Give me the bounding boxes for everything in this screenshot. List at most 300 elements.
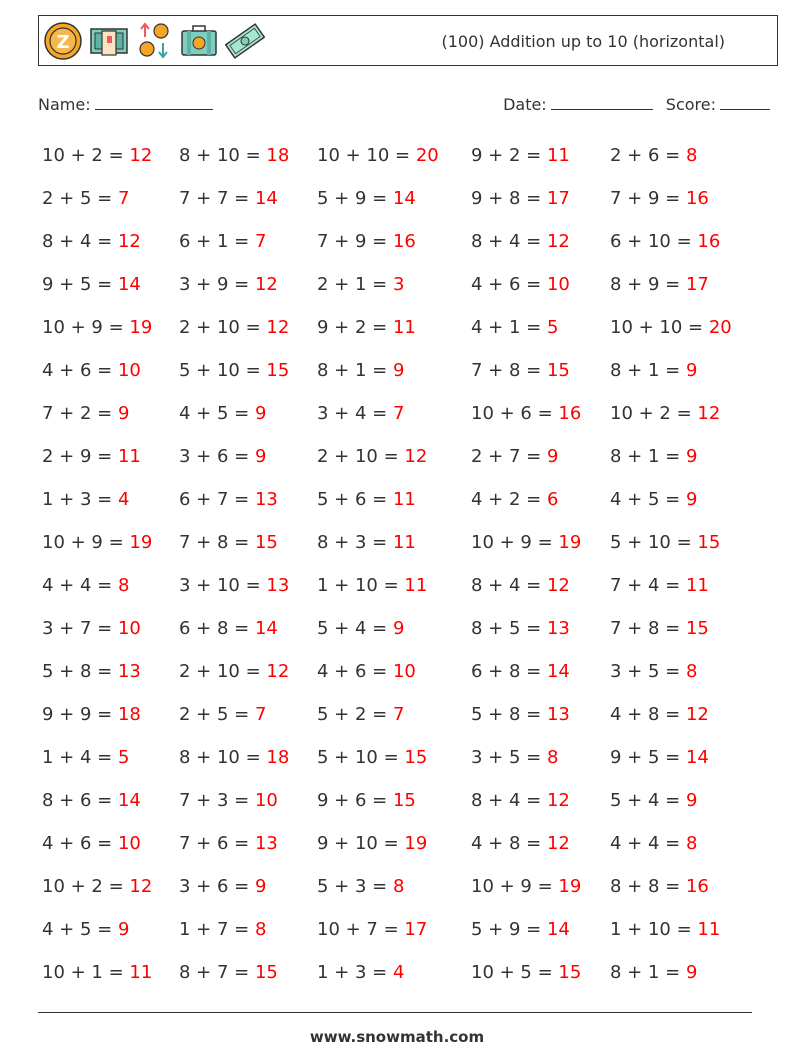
problem-answer: 15 bbox=[546, 360, 570, 381]
problem bbox=[179, 822, 278, 865]
problem-answer: 16 bbox=[392, 231, 416, 252]
problem bbox=[179, 736, 289, 779]
problem bbox=[317, 650, 416, 693]
worksheet-title: (100) Addition up to 10 (horizontal) bbox=[441, 32, 725, 51]
problem-answer: 14 bbox=[546, 919, 570, 940]
name-field[interactable] bbox=[38, 92, 213, 114]
problem-question: 10 + 2 = bbox=[610, 403, 698, 424]
problem bbox=[179, 392, 266, 435]
problem-question: 1 + 10 = bbox=[317, 575, 405, 596]
problem-row bbox=[42, 306, 762, 349]
problem bbox=[317, 134, 439, 177]
problem-question: 4 + 6 = bbox=[42, 833, 118, 854]
problem-question: 8 + 1 = bbox=[610, 446, 686, 467]
problem-answer: 9 bbox=[685, 446, 698, 467]
problem-answer: 8 bbox=[685, 833, 698, 854]
problem bbox=[610, 564, 709, 607]
problem-question: 7 + 9 = bbox=[317, 231, 393, 252]
problem-answer: 16 bbox=[685, 188, 709, 209]
problem-question: 7 + 6 = bbox=[179, 833, 255, 854]
score-blank[interactable] bbox=[720, 92, 770, 110]
problem-question: 3 + 7 = bbox=[42, 618, 118, 639]
problem-question: 10 + 10 = bbox=[610, 317, 709, 338]
problem-grid bbox=[42, 134, 762, 994]
problem-answer: 12 bbox=[697, 403, 721, 424]
problem-answer: 4 bbox=[117, 489, 130, 510]
problem bbox=[471, 177, 570, 220]
problem-question: 6 + 8 = bbox=[471, 661, 547, 682]
problem-question: 3 + 5 = bbox=[610, 661, 686, 682]
problem-answer: 14 bbox=[392, 188, 416, 209]
problem-answer: 8 bbox=[392, 876, 405, 897]
problem-answer: 11 bbox=[392, 317, 416, 338]
problem-answer: 11 bbox=[685, 575, 709, 596]
problem-answer: 14 bbox=[685, 747, 709, 768]
problem-answer: 13 bbox=[254, 489, 278, 510]
problem-answer: 19 bbox=[558, 876, 582, 897]
problem-question: 10 + 6 = bbox=[471, 403, 559, 424]
problem-question: 6 + 8 = bbox=[179, 618, 255, 639]
problem-answer: 7 bbox=[392, 403, 405, 424]
problem bbox=[317, 435, 427, 478]
problem-question: 8 + 1 = bbox=[610, 360, 686, 381]
problem-question: 2 + 6 = bbox=[610, 145, 686, 166]
problem bbox=[179, 134, 289, 177]
problem bbox=[42, 693, 141, 736]
problem-row bbox=[42, 822, 762, 865]
zcash-coin-icon bbox=[43, 21, 83, 61]
svg-text:Z: Z bbox=[56, 32, 70, 53]
problem-question: 10 + 2 = bbox=[42, 145, 130, 166]
problem-answer: 11 bbox=[404, 575, 428, 596]
problem-answer: 16 bbox=[685, 876, 709, 897]
problem bbox=[179, 865, 266, 908]
problem-answer: 8 bbox=[117, 575, 130, 596]
problem-question: 7 + 9 = bbox=[610, 188, 686, 209]
problem-question: 5 + 3 = bbox=[317, 876, 393, 897]
date-label: Date: bbox=[503, 95, 547, 114]
problem-answer: 6 bbox=[546, 489, 559, 510]
problem-answer: 9 bbox=[392, 618, 405, 639]
name-blank[interactable] bbox=[95, 92, 213, 110]
problem-answer: 15 bbox=[254, 532, 278, 553]
problem-question: 5 + 9 = bbox=[471, 919, 547, 940]
problem-question: 8 + 10 = bbox=[179, 747, 267, 768]
problem-question: 5 + 2 = bbox=[317, 704, 393, 725]
problem-row bbox=[42, 134, 762, 177]
problem-answer: 9 bbox=[117, 403, 130, 424]
problem-answer: 11 bbox=[546, 145, 570, 166]
problem-answer: 11 bbox=[129, 962, 153, 983]
problem bbox=[317, 693, 404, 736]
problem-answer: 5 bbox=[546, 317, 559, 338]
problem-answer: 13 bbox=[546, 704, 570, 725]
problem-question: 4 + 5 = bbox=[610, 489, 686, 510]
problem bbox=[317, 564, 427, 607]
problem-question: 2 + 5 = bbox=[42, 188, 118, 209]
problem bbox=[610, 306, 732, 349]
problem-answer: 9 bbox=[685, 489, 698, 510]
problem-question: 6 + 1 = bbox=[179, 231, 255, 252]
problem bbox=[42, 177, 129, 220]
problem bbox=[471, 263, 570, 306]
problem-question: 10 + 9 = bbox=[42, 532, 130, 553]
problem-question: 8 + 7 = bbox=[179, 962, 255, 983]
problem-question: 4 + 2 = bbox=[471, 489, 547, 510]
problem bbox=[179, 263, 278, 306]
problem bbox=[471, 908, 570, 951]
problem bbox=[610, 435, 697, 478]
problem-answer: 20 bbox=[415, 145, 439, 166]
problem-answer: 14 bbox=[117, 790, 141, 811]
problem-answer: 13 bbox=[266, 575, 290, 596]
problem-question: 1 + 10 = bbox=[610, 919, 698, 940]
problem-question: 6 + 7 = bbox=[179, 489, 255, 510]
problem-answer: 12 bbox=[685, 704, 709, 725]
problem-question: 2 + 1 = bbox=[317, 274, 393, 295]
problem-answer: 15 bbox=[254, 962, 278, 983]
problem-answer: 12 bbox=[129, 145, 153, 166]
problem bbox=[471, 435, 558, 478]
problem bbox=[471, 822, 570, 865]
problem bbox=[317, 177, 416, 220]
problem-answer: 8 bbox=[685, 661, 698, 682]
problem bbox=[317, 607, 404, 650]
problem bbox=[317, 521, 416, 564]
problem bbox=[42, 521, 152, 564]
problem bbox=[179, 435, 266, 478]
problem-question: 5 + 10 = bbox=[179, 360, 267, 381]
date-blank[interactable] bbox=[551, 92, 653, 110]
problem-row bbox=[42, 650, 762, 693]
problem-question: 2 + 7 = bbox=[471, 446, 547, 467]
problem-question: 8 + 5 = bbox=[471, 618, 547, 639]
meta-row bbox=[38, 92, 770, 116]
problem-question: 4 + 1 = bbox=[471, 317, 547, 338]
problem-answer: 12 bbox=[546, 231, 570, 252]
problem-question: 10 + 9 = bbox=[471, 532, 559, 553]
problem bbox=[610, 908, 720, 951]
problem-question: 9 + 2 = bbox=[471, 145, 547, 166]
problem bbox=[317, 263, 404, 306]
problem-row bbox=[42, 693, 762, 736]
problem-question: 5 + 8 = bbox=[42, 661, 118, 682]
problem bbox=[610, 220, 720, 263]
problem-question: 8 + 1 = bbox=[610, 962, 686, 983]
problem bbox=[42, 349, 141, 392]
problem bbox=[317, 736, 427, 779]
problem-question: 9 + 6 = bbox=[317, 790, 393, 811]
problem bbox=[471, 650, 570, 693]
problem bbox=[471, 564, 570, 607]
problem-answer: 10 bbox=[546, 274, 570, 295]
problem-question: 10 + 10 = bbox=[317, 145, 416, 166]
problem bbox=[610, 822, 697, 865]
problem-row bbox=[42, 779, 762, 822]
problem bbox=[471, 134, 570, 177]
problem bbox=[42, 435, 141, 478]
problem-answer: 14 bbox=[254, 188, 278, 209]
problem-question: 6 + 10 = bbox=[610, 231, 698, 252]
problem-answer: 7 bbox=[392, 704, 405, 725]
problem-question: 2 + 10 = bbox=[179, 661, 267, 682]
problem-answer: 15 bbox=[392, 790, 416, 811]
problem-answer: 9 bbox=[685, 962, 698, 983]
problem-question: 1 + 3 = bbox=[317, 962, 393, 983]
problem bbox=[42, 263, 141, 306]
problem-answer: 15 bbox=[558, 962, 582, 983]
problem-answer: 14 bbox=[546, 661, 570, 682]
problem bbox=[179, 908, 266, 951]
problem-answer: 12 bbox=[266, 661, 290, 682]
problem-question: 2 + 5 = bbox=[179, 704, 255, 725]
problem bbox=[610, 779, 697, 822]
problem-question: 3 + 4 = bbox=[317, 403, 393, 424]
problem-question: 8 + 6 = bbox=[42, 790, 118, 811]
problem-answer: 9 bbox=[546, 446, 559, 467]
problem-question: 3 + 10 = bbox=[179, 575, 267, 596]
problem-answer: 4 bbox=[392, 962, 405, 983]
problem bbox=[610, 349, 697, 392]
problem bbox=[42, 822, 141, 865]
header-box bbox=[38, 15, 778, 66]
problem bbox=[471, 607, 570, 650]
problem-answer: 13 bbox=[546, 618, 570, 639]
problem-question: 10 + 2 = bbox=[42, 876, 130, 897]
problem bbox=[610, 951, 697, 994]
problem-question: 9 + 5 = bbox=[610, 747, 686, 768]
problem-answer: 17 bbox=[404, 919, 428, 940]
problem-question: 9 + 2 = bbox=[317, 317, 393, 338]
problem-answer: 18 bbox=[117, 704, 141, 725]
problem-answer: 9 bbox=[685, 790, 698, 811]
problem bbox=[42, 650, 141, 693]
problem-answer: 10 bbox=[117, 360, 141, 381]
problem-row bbox=[42, 951, 762, 994]
problem-question: 3 + 5 = bbox=[471, 747, 547, 768]
problem-answer: 16 bbox=[558, 403, 582, 424]
problem-answer: 11 bbox=[117, 446, 141, 467]
problem-question: 7 + 8 = bbox=[179, 532, 255, 553]
problem-answer: 15 bbox=[404, 747, 428, 768]
money-briefcase-icon bbox=[179, 21, 219, 61]
problem bbox=[42, 908, 129, 951]
problem-row bbox=[42, 349, 762, 392]
problem-question: 5 + 9 = bbox=[317, 188, 393, 209]
problem-question: 8 + 8 = bbox=[610, 876, 686, 897]
problem-question: 8 + 4 = bbox=[42, 231, 118, 252]
name-label: Name: bbox=[38, 95, 91, 114]
problem-question: 7 + 7 = bbox=[179, 188, 255, 209]
problem-question: 4 + 4 = bbox=[42, 575, 118, 596]
problem-question: 4 + 6 = bbox=[317, 661, 393, 682]
problem-question: 3 + 6 = bbox=[179, 446, 255, 467]
problem-question: 10 + 5 = bbox=[471, 962, 559, 983]
problem bbox=[42, 564, 129, 607]
problem-answer: 12 bbox=[254, 274, 278, 295]
footer-divider bbox=[38, 1012, 752, 1013]
problem-answer: 12 bbox=[404, 446, 428, 467]
problem-question: 4 + 4 = bbox=[610, 833, 686, 854]
problem bbox=[471, 392, 581, 435]
problem-answer: 11 bbox=[697, 919, 721, 940]
problem bbox=[610, 478, 697, 521]
problem bbox=[610, 177, 709, 220]
problem-answer: 15 bbox=[266, 360, 290, 381]
problem bbox=[317, 349, 404, 392]
problem bbox=[317, 951, 404, 994]
problem-answer: 9 bbox=[392, 360, 405, 381]
problem-question: 3 + 6 = bbox=[179, 876, 255, 897]
problem-question: 7 + 4 = bbox=[610, 575, 686, 596]
problem bbox=[42, 478, 129, 521]
problem-question: 5 + 4 = bbox=[610, 790, 686, 811]
problem-question: 5 + 10 = bbox=[317, 747, 405, 768]
problem bbox=[42, 865, 152, 908]
problem-question: 2 + 10 = bbox=[179, 317, 267, 338]
problem-question: 10 + 1 = bbox=[42, 962, 130, 983]
problem bbox=[179, 349, 289, 392]
problem-answer: 12 bbox=[129, 876, 153, 897]
problem-answer: 11 bbox=[392, 489, 416, 510]
problem-question: 5 + 6 = bbox=[317, 489, 393, 510]
problem bbox=[179, 779, 278, 822]
header-icons bbox=[43, 21, 265, 61]
problem-answer: 14 bbox=[117, 274, 141, 295]
problem bbox=[179, 478, 278, 521]
problem-answer: 15 bbox=[685, 618, 709, 639]
problem-question: 8 + 1 = bbox=[317, 360, 393, 381]
problem-answer: 10 bbox=[117, 833, 141, 854]
problem-question: 8 + 4 = bbox=[471, 575, 547, 596]
problem-answer: 7 bbox=[254, 704, 267, 725]
problem-answer: 9 bbox=[117, 919, 130, 940]
problem bbox=[42, 220, 141, 263]
problem-answer: 19 bbox=[129, 532, 153, 553]
date-score-fields bbox=[503, 92, 770, 114]
problem-question: 8 + 3 = bbox=[317, 532, 393, 553]
problem-question: 1 + 3 = bbox=[42, 489, 118, 510]
problem bbox=[179, 306, 289, 349]
problem bbox=[471, 349, 570, 392]
problem-answer: 18 bbox=[266, 747, 290, 768]
problem-question: 5 + 10 = bbox=[610, 532, 698, 553]
problem-question: 4 + 6 = bbox=[471, 274, 547, 295]
problem-answer: 20 bbox=[708, 317, 732, 338]
problem-answer: 9 bbox=[254, 403, 267, 424]
problem-answer: 10 bbox=[117, 618, 141, 639]
problem bbox=[471, 736, 558, 779]
problem-question: 4 + 8 = bbox=[610, 704, 686, 725]
problem-answer: 12 bbox=[266, 317, 290, 338]
problem-question: 1 + 7 = bbox=[179, 919, 255, 940]
problem-row bbox=[42, 263, 762, 306]
problem bbox=[179, 177, 278, 220]
problem bbox=[42, 134, 152, 177]
problem bbox=[42, 607, 141, 650]
banknote-icon bbox=[225, 21, 265, 61]
problem-answer: 14 bbox=[254, 618, 278, 639]
problem-question: 7 + 8 = bbox=[471, 360, 547, 381]
problem-answer: 18 bbox=[266, 145, 290, 166]
problem-answer: 5 bbox=[117, 747, 130, 768]
problem-question: 5 + 8 = bbox=[471, 704, 547, 725]
problem-answer: 7 bbox=[117, 188, 130, 209]
problem bbox=[610, 263, 709, 306]
problem-answer: 16 bbox=[697, 231, 721, 252]
problem-question: 9 + 8 = bbox=[471, 188, 547, 209]
problem bbox=[317, 779, 416, 822]
problem-answer: 9 bbox=[254, 876, 267, 897]
problem-answer: 9 bbox=[685, 360, 698, 381]
problem bbox=[471, 220, 570, 263]
problem-question: 8 + 4 = bbox=[471, 231, 547, 252]
problem-answer: 10 bbox=[254, 790, 278, 811]
problem-answer: 9 bbox=[254, 446, 267, 467]
footer-url: www.snowmath.com bbox=[309, 1028, 485, 1046]
problem-answer: 7 bbox=[254, 231, 267, 252]
problem bbox=[471, 693, 570, 736]
problem-question: 8 + 4 = bbox=[471, 790, 547, 811]
problem bbox=[317, 908, 427, 951]
problem bbox=[42, 736, 129, 779]
problem bbox=[317, 865, 404, 908]
problem bbox=[42, 779, 141, 822]
problem-question: 4 + 5 = bbox=[179, 403, 255, 424]
problem bbox=[179, 564, 289, 607]
problem-question: 8 + 9 = bbox=[610, 274, 686, 295]
problem-answer: 17 bbox=[685, 274, 709, 295]
problem bbox=[42, 306, 152, 349]
problem-question: 9 + 5 = bbox=[42, 274, 118, 295]
problem-question: 7 + 3 = bbox=[179, 790, 255, 811]
problem-question: 10 + 9 = bbox=[42, 317, 130, 338]
problem bbox=[471, 521, 581, 564]
problem-answer: 10 bbox=[392, 661, 416, 682]
problem-question: 8 + 10 = bbox=[179, 145, 267, 166]
problem-answer: 13 bbox=[254, 833, 278, 854]
problem-question: 2 + 10 = bbox=[317, 446, 405, 467]
problem-answer: 15 bbox=[697, 532, 721, 553]
problem-answer: 19 bbox=[404, 833, 428, 854]
problem bbox=[610, 134, 697, 177]
problem-question: 7 + 8 = bbox=[610, 618, 686, 639]
problem-answer: 12 bbox=[117, 231, 141, 252]
problem bbox=[610, 865, 709, 908]
problem-question: 3 + 9 = bbox=[179, 274, 255, 295]
problem-row bbox=[42, 392, 762, 435]
problem bbox=[179, 650, 289, 693]
problem-row bbox=[42, 736, 762, 779]
problem bbox=[471, 951, 581, 994]
problem bbox=[610, 693, 709, 736]
problem bbox=[179, 693, 266, 736]
problem-question: 5 + 4 = bbox=[317, 618, 393, 639]
atm-card-icon bbox=[89, 21, 129, 61]
problem-answer: 8 bbox=[254, 919, 267, 940]
problem bbox=[179, 951, 278, 994]
problem-question: 7 + 2 = bbox=[42, 403, 118, 424]
problem-question: 9 + 9 = bbox=[42, 704, 118, 725]
problem-row bbox=[42, 478, 762, 521]
problem-answer: 12 bbox=[546, 833, 570, 854]
problem-row bbox=[42, 521, 762, 564]
problem-row bbox=[42, 908, 762, 951]
problem-question: 1 + 4 = bbox=[42, 747, 118, 768]
problem-question: 9 + 10 = bbox=[317, 833, 405, 854]
problem-row bbox=[42, 865, 762, 908]
problem bbox=[179, 220, 266, 263]
